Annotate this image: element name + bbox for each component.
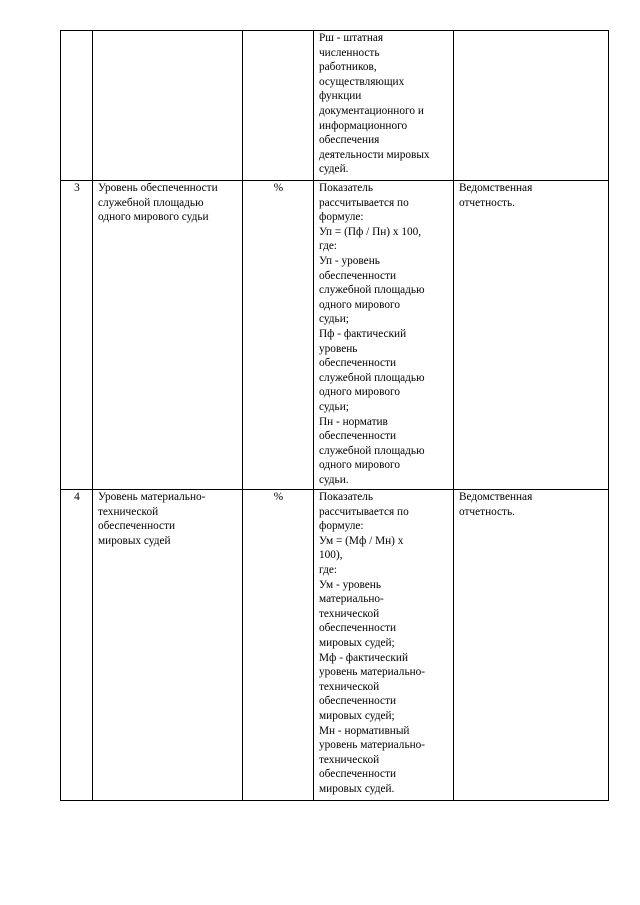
calculation-method-cell: Рш - штатная численность работников, осуществляющих функции документационного и информационного обеспечения деятельности мировых судей. bbox=[314, 31, 454, 181]
calculation-method-cell: Показатель рассчитывается по формуле: Уп = (Пф / Пн) х 100, где: Уп - уровень обеспеченности служебной площадью одного мирового судьи; Пф - фактический уровень обеспеченности служебной площадью одного мирового судьи; Пн - норматив обеспеченности служебной площадью одного мирового судьи. bbox=[314, 181, 454, 490]
table-row bbox=[61, 181, 609, 490]
row-number-cell: 3 bbox=[61, 181, 93, 490]
table-row bbox=[61, 490, 609, 801]
indicator-name-cell: Уровень обеспеченности служебной площадью одного мирового судьи bbox=[93, 181, 243, 490]
data-source-cell bbox=[454, 31, 609, 181]
data-source-cell: Ведомственная отчетность. bbox=[454, 490, 609, 801]
table-row bbox=[61, 31, 609, 181]
indicators-table bbox=[60, 30, 609, 801]
unit-cell bbox=[243, 31, 314, 181]
unit-cell: % bbox=[243, 181, 314, 490]
indicator-name-cell bbox=[93, 31, 243, 181]
row-number-cell: 4 bbox=[61, 490, 93, 801]
data-source-cell: Ведомственная отчетность. bbox=[454, 181, 609, 490]
indicator-name-cell: Уровень материально- технической обеспеченности мировых судей bbox=[93, 490, 243, 801]
row-number-cell bbox=[61, 31, 93, 181]
calculation-method-cell: Показатель рассчитывается по формуле: Ум = (Мф / Мн) х 100), где: Ум - уровень материально- технической обеспеченности мировых судей; Мф - фактический уровень материально- технической обеспеченности мировых судей; Мн - нормативный уровень материально- технической обеспеченности мировых судей. bbox=[314, 490, 454, 801]
unit-cell: % bbox=[243, 490, 314, 801]
